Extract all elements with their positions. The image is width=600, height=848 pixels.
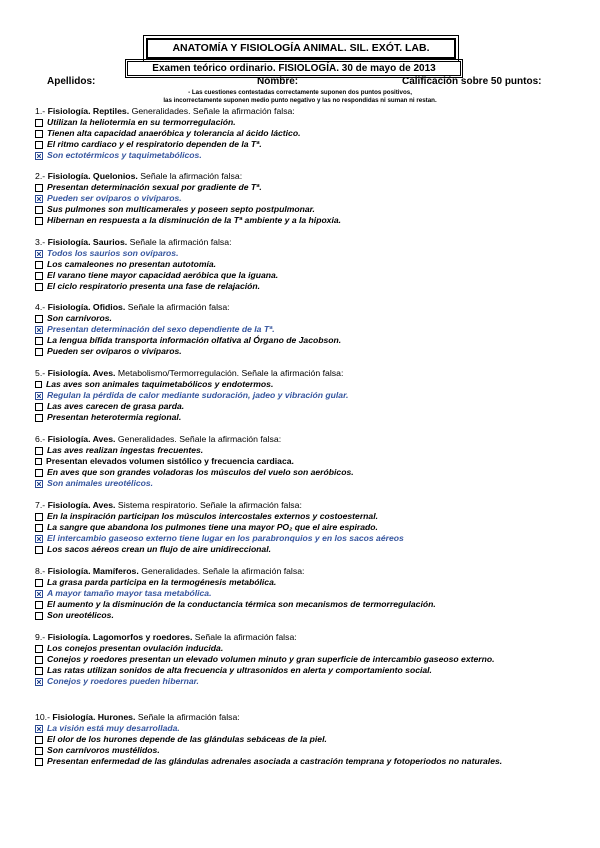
checkbox-icon[interactable] <box>35 119 43 127</box>
answer-option[interactable]: La grasa parda participa en la termogénesis metabólica. <box>35 577 575 588</box>
checked-checkbox-icon[interactable] <box>35 326 43 334</box>
checkbox-icon[interactable] <box>35 513 43 521</box>
answer-option[interactable]: Utilizan la heliotermia en su termorregulación. <box>35 117 575 128</box>
answer-option-selected[interactable]: El intercambio gaseoso externo tiene lugar en los parabronquios y en los sacos aéreos <box>35 533 575 544</box>
question-3 <box>35 237 575 292</box>
question-header: 1.- Fisiología. Reptiles. Generalidades. Señale la afirmación falsa: <box>35 106 295 116</box>
answer-option[interactable]: Los camaleones no presentan autotomía. <box>35 259 575 270</box>
answer-option-selected[interactable]: Son ectotérmicos y taquimetabólicos. <box>35 150 575 161</box>
checkbox-icon[interactable] <box>35 261 43 269</box>
checkbox-icon[interactable] <box>35 612 43 620</box>
answer-option[interactable]: El olor de los hurones depende de las glándulas sebáceas de la piel. <box>35 734 575 745</box>
checkbox-icon[interactable] <box>35 184 43 192</box>
question-9 <box>35 632 575 687</box>
checkbox-icon[interactable] <box>35 141 43 149</box>
checked-checkbox-icon[interactable] <box>35 590 43 598</box>
answer-option[interactable]: Tienen alta capacidad anaeróbica y tolerancia al ácido láctico. <box>35 128 575 139</box>
question-6 <box>35 434 575 489</box>
checkbox-icon[interactable] <box>35 601 43 609</box>
answer-option[interactable]: Sus pulmones son multicamerales y poseen septo postpulmonar. <box>35 204 575 215</box>
question-8 <box>35 566 575 621</box>
answer-option[interactable]: Presentan elevados volumen sistólico y frecuencia cardiaca. <box>35 456 575 467</box>
answer-option[interactable]: El ritmo cardiaco y el respiratorio dependen de la Tª. <box>35 139 575 150</box>
answer-option[interactable]: Presentan enfermedad de las glándulas adrenales asociada a castración temprana y fotoperiodos no naturales. <box>35 756 575 767</box>
answer-option[interactable]: En aves que son grandes voladoras los músculos del vuelo son aeróbicos. <box>35 467 575 478</box>
answer-option-selected[interactable]: A mayor tamaño mayor tasa metabólica. <box>35 588 575 599</box>
checked-checkbox-icon[interactable] <box>35 250 43 258</box>
question-header: 5.- Fisiología. Aves. Metabolismo/Termorregulación. Señale la afirmación falsa: <box>35 368 344 378</box>
answer-option[interactable]: El varano tiene mayor capacidad aeróbica que la iguana. <box>35 270 575 281</box>
answer-option-selected[interactable]: Son animales ureotélicos. <box>35 478 575 489</box>
checkbox-icon[interactable] <box>35 645 43 653</box>
answer-option-selected[interactable]: La visión está muy desarrollada. <box>35 723 575 734</box>
question-header: 3.- Fisiología. Saurios. Señale la afirmación falsa: <box>35 237 232 247</box>
field-nombre: Nombre: <box>257 76 299 87</box>
answer-option[interactable]: Presentan determinación sexual por gradiente de Tª. <box>35 182 575 193</box>
answer-option[interactable]: El ciclo respiratorio presenta una fase de relajación. <box>35 281 575 292</box>
answer-option[interactable]: Son ureotélicos. <box>35 610 575 621</box>
answer-option[interactable]: La lengua bífida transporta información olfativa al Órgano de Jacobson. <box>35 335 575 346</box>
question-5 <box>35 368 575 423</box>
answer-option[interactable]: Conejos y roedores presentan un elevado volumen minuto y gran superficie de intercambio gaseoso externo. <box>35 654 575 665</box>
question-header: 7.- Fisiología. Aves. Sistema respiratorio. Señale la afirmación falsa: <box>35 500 302 510</box>
question-header: 8.- Fisiología. Mamíferos. Generalidades. Señale la afirmación falsa: <box>35 566 305 576</box>
checkbox-icon[interactable] <box>35 524 43 532</box>
answer-option[interactable]: Pueden ser ovíparos o vivíparos. <box>35 346 575 357</box>
checked-checkbox-icon[interactable] <box>35 392 43 400</box>
question-4 <box>35 302 575 357</box>
field-apellidos: Apellidos: <box>47 76 96 87</box>
question-header: 6.- Fisiología. Aves. Generalidades. Señale la afirmación falsa: <box>35 434 282 444</box>
answer-option[interactable]: Son carnívoros mustélidos. <box>35 745 575 756</box>
answer-option-selected[interactable]: Pueden ser ovíparos o vivíparos. <box>35 193 575 204</box>
checkbox-icon[interactable] <box>35 667 43 675</box>
checkbox-icon[interactable] <box>35 579 43 587</box>
answer-option[interactable]: Son carnívoros. <box>35 313 575 324</box>
checked-checkbox-icon[interactable] <box>35 480 43 488</box>
checkbox-icon[interactable] <box>35 337 43 345</box>
checkbox-icon[interactable] <box>35 283 43 291</box>
question-10 <box>35 712 575 767</box>
answer-option[interactable]: El aumento y la disminución de la conductancia térmica son mecanismos de termorregulación. <box>35 599 575 610</box>
checkbox-icon[interactable] <box>35 206 43 214</box>
answer-option[interactable]: En la inspiración participan los músculos intercostales externos y costoesternal. <box>35 511 575 522</box>
checkbox-icon[interactable] <box>35 403 43 411</box>
answer-option[interactable]: Las ratas utilizan sonidos de alta frecuencia y ultrasonidos en alerta y comportamiento social. <box>35 665 575 676</box>
checked-checkbox-icon[interactable] <box>35 195 43 203</box>
checkbox-icon[interactable] <box>35 130 43 138</box>
checked-checkbox-icon[interactable] <box>35 725 43 733</box>
checkbox-icon[interactable] <box>35 217 43 225</box>
exam-subtitle: Examen teórico ordinario. FISIOLOGÍA. 30 de mayo de 2013 <box>127 61 461 76</box>
checkbox-icon[interactable] <box>35 381 42 388</box>
answer-option-selected[interactable]: Regulan la pérdida de calor mediante sudoración, jadeo y vibración gular. <box>35 390 575 401</box>
checkbox-icon[interactable] <box>35 736 43 744</box>
answer-option[interactable]: Las aves realizan ingestas frecuentes. <box>35 445 575 456</box>
answer-option[interactable]: Las aves son animales taquimetabólicos y endotermos. <box>35 379 575 390</box>
answer-option-selected[interactable]: Todos los saurios son ovíparos. <box>35 248 575 259</box>
answer-option[interactable]: Los conejos presentan ovulación inducida. <box>35 643 575 654</box>
question-7 <box>35 500 575 555</box>
question-2 <box>35 171 575 226</box>
checkbox-icon[interactable] <box>35 272 43 280</box>
question-1 <box>35 106 575 161</box>
checkbox-icon[interactable] <box>35 458 42 465</box>
exam-title: ANATOMÍA Y FISIOLOGÍA ANIMAL. SIL. EXÓT. LAB. <box>146 38 456 59</box>
answer-option[interactable]: La sangre que abandona los pulmones tiene una mayor PO₂ que el aire espirado. <box>35 522 575 533</box>
checkbox-icon[interactable] <box>35 758 43 766</box>
scoring-note-line2: las incorrectamente suponen medio punto negativo y las no respondidas ni suman ni restan. <box>163 97 437 104</box>
checked-checkbox-icon[interactable] <box>35 535 43 543</box>
answer-option[interactable]: Los sacos aéreos crean un flujo de aire unidireccional. <box>35 544 575 555</box>
question-header: 10.- Fisiología. Hurones. Señale la afirmación falsa: <box>35 712 240 722</box>
answer-option-selected[interactable]: Conejos y roedores pueden hibernar. <box>35 676 575 687</box>
scoring-note-line1: - Las cuestiones contestadas correctamente suponen dos puntos positivos, <box>188 89 412 96</box>
checkbox-icon[interactable] <box>35 656 43 664</box>
checkbox-icon[interactable] <box>35 315 43 323</box>
answer-option[interactable]: Presentan heterotermia regional. <box>35 412 575 423</box>
checkbox-icon[interactable] <box>35 747 43 755</box>
student-fields <box>47 75 553 88</box>
field-calificacion: Calificación sobre 50 puntos: <box>402 76 542 87</box>
answer-option-selected[interactable]: Presentan determinación del sexo dependiente de la Tª. <box>35 324 575 335</box>
answer-option[interactable]: Hibernan en respuesta a la disminución de la Tª ambiente y a la hipoxia. <box>35 215 575 226</box>
checked-checkbox-icon[interactable] <box>35 678 43 686</box>
checkbox-icon[interactable] <box>35 348 43 356</box>
checkbox-icon[interactable] <box>35 447 43 455</box>
question-header: 9.- Fisiología. Lagomorfos y roedores. Señale la afirmación falsa: <box>35 632 297 642</box>
answer-option[interactable]: Las aves carecen de grasa parda. <box>35 401 575 412</box>
checkbox-icon[interactable] <box>35 469 43 477</box>
checkbox-icon[interactable] <box>35 546 43 554</box>
question-header: 2.- Fisiología. Quelonios. Señale la afirmación falsa: <box>35 171 243 181</box>
checked-checkbox-icon[interactable] <box>35 152 43 160</box>
checkbox-icon[interactable] <box>35 414 43 422</box>
question-header: 4.- Fisiología. Ofidios. Señale la afirmación falsa: <box>35 302 230 312</box>
